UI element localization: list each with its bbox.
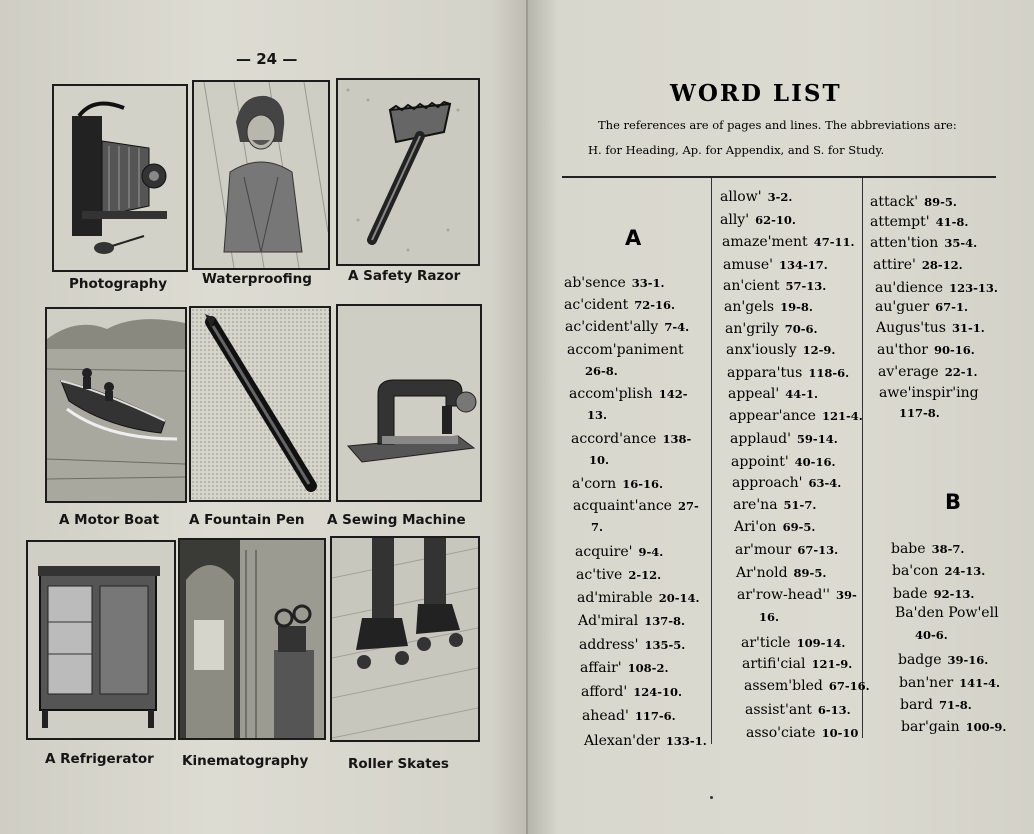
entry-word: ally' bbox=[720, 212, 750, 228]
word-entry bbox=[737, 588, 857, 602]
column-divider-1 bbox=[711, 178, 712, 744]
entry-word: badge bbox=[898, 652, 942, 668]
entry-reference: 109-14. bbox=[796, 636, 846, 650]
waterproofing-illustration bbox=[192, 80, 330, 270]
entry-word: bade bbox=[893, 586, 928, 602]
motor-boat-illustration bbox=[45, 307, 187, 503]
entry-word: au'guer bbox=[875, 299, 930, 315]
entry-word: Alexan'der bbox=[584, 733, 660, 749]
raincoat-man-icon bbox=[194, 82, 328, 268]
entry-reference: 9-4. bbox=[638, 545, 664, 559]
entry-word: anx'iously bbox=[726, 342, 797, 358]
entry-word: ar'row-head'' bbox=[737, 587, 831, 603]
word-entry bbox=[733, 498, 816, 512]
word-entry bbox=[899, 676, 1000, 690]
word-entry bbox=[891, 542, 964, 556]
folding-camera-icon bbox=[54, 86, 186, 270]
word-entry bbox=[564, 276, 665, 290]
entry-word: ac'cident bbox=[564, 297, 629, 313]
caption-waterproofing: Waterproofing bbox=[202, 271, 312, 287]
entry-reference-continued: 7. bbox=[591, 520, 604, 534]
entry-reference: 39- bbox=[836, 588, 857, 602]
caption-kinematography: Kinematography bbox=[182, 753, 309, 769]
entry-word: ar'mour bbox=[735, 542, 792, 558]
entry-word: attempt' bbox=[870, 214, 930, 230]
caption-photography: Photography bbox=[69, 276, 168, 292]
entry-word: accom'paniment bbox=[567, 342, 684, 358]
word-entry bbox=[584, 734, 707, 748]
word-entry bbox=[731, 455, 835, 469]
entry-word: Ba'den Pow'ell bbox=[895, 605, 999, 621]
entry-word: ab'sence bbox=[564, 275, 626, 291]
caption-roller-skates: Roller Skates bbox=[348, 756, 449, 772]
word-entry bbox=[893, 587, 974, 601]
entry-word: bar'gain bbox=[901, 719, 960, 735]
entry-word: attire' bbox=[873, 257, 916, 273]
entry-reference: 10-10 bbox=[821, 726, 859, 740]
entry-reference: 16-16. bbox=[622, 477, 663, 491]
entry-word: amaze'ment bbox=[722, 234, 808, 250]
word-entry bbox=[569, 387, 687, 401]
entry-word: ac'tive bbox=[576, 567, 623, 583]
entry-word: au'dience bbox=[875, 280, 944, 296]
page-number: — 24 — bbox=[236, 50, 298, 68]
word-entry bbox=[579, 638, 685, 652]
caption-sewing-machine: A Sewing Machine bbox=[327, 512, 466, 528]
word-entry bbox=[876, 321, 985, 335]
word-entry bbox=[725, 322, 818, 336]
entry-reference: 40-16. bbox=[794, 455, 836, 469]
entry-word: bard bbox=[900, 697, 933, 713]
entry-word: acquire' bbox=[575, 544, 633, 560]
word-entry bbox=[745, 703, 851, 717]
entry-reference: 92-13. bbox=[933, 587, 975, 601]
entry-word: approach' bbox=[732, 475, 803, 491]
entry-reference: 31-1. bbox=[951, 321, 985, 335]
entry-reference: 70-6. bbox=[784, 322, 818, 336]
entry-word: affair' bbox=[580, 660, 622, 676]
entry-word: amuse' bbox=[723, 257, 773, 273]
word-entry bbox=[734, 520, 815, 534]
word-entry bbox=[741, 636, 845, 650]
word-entry bbox=[875, 300, 968, 314]
motor-boat-icon bbox=[47, 309, 185, 501]
entry-reference: 3-2. bbox=[767, 190, 793, 204]
entry-reference-continued: 16. bbox=[759, 610, 780, 624]
entry-word: ac'cident'ally bbox=[565, 319, 659, 335]
entry-reference: 124-10. bbox=[633, 685, 683, 699]
word-entry bbox=[870, 236, 977, 250]
refrigerator-illustration bbox=[26, 540, 176, 740]
entry-reference: 121-4. bbox=[821, 409, 863, 423]
fountain-pen-icon bbox=[191, 308, 329, 500]
entry-reference: 47-11. bbox=[813, 235, 855, 249]
intro-line-1: The references are of pages and lines. The abbreviations are: bbox=[598, 118, 957, 132]
word-entry bbox=[723, 258, 828, 272]
roller-skates-icon bbox=[332, 538, 478, 740]
entry-reference-continued: 40-6. bbox=[915, 628, 948, 642]
entry-word: a'corn bbox=[572, 476, 617, 492]
entry-word: are'na bbox=[733, 497, 778, 513]
entry-word: accom'plish bbox=[569, 386, 653, 402]
word-entry bbox=[575, 545, 663, 559]
word-entry bbox=[892, 564, 985, 578]
header-rule bbox=[562, 176, 996, 178]
entry-word: accord'ance bbox=[571, 431, 657, 447]
word-entry bbox=[580, 661, 668, 675]
caption-fountain-pen: A Fountain Pen bbox=[189, 512, 305, 528]
entry-reference: 57-13. bbox=[785, 279, 827, 293]
word-entry bbox=[571, 432, 691, 446]
entry-reference: 67-16. bbox=[828, 679, 870, 693]
entry-reference: 62-10. bbox=[755, 213, 796, 227]
entry-reference: 63-4. bbox=[808, 476, 842, 490]
entry-reference: 108-2. bbox=[627, 661, 669, 675]
entry-reference: 71-8. bbox=[938, 698, 972, 712]
sewing-machine-illustration bbox=[336, 304, 482, 502]
word-entry bbox=[879, 386, 979, 400]
entry-word: ba'con bbox=[892, 563, 939, 579]
word-entry bbox=[878, 365, 977, 379]
entry-reference: 141-4. bbox=[959, 676, 1000, 690]
entry-reference: 41-8. bbox=[935, 215, 969, 229]
entry-reference: 12-9. bbox=[802, 343, 836, 357]
safety-razor-icon bbox=[338, 80, 478, 264]
word-entry bbox=[728, 387, 818, 401]
entry-reference-continued: 13. bbox=[587, 408, 608, 422]
entry-reference: 6-13. bbox=[817, 703, 851, 717]
word-entry bbox=[720, 190, 792, 204]
entry-reference: 90-16. bbox=[933, 343, 975, 357]
entry-reference: 89-5. bbox=[924, 195, 957, 209]
word-entry bbox=[730, 432, 838, 446]
entry-reference: 123-13. bbox=[949, 281, 998, 295]
word-entry bbox=[726, 343, 835, 357]
entry-word: address' bbox=[579, 637, 639, 653]
entry-reference: 135-5. bbox=[644, 638, 686, 652]
word-entry bbox=[724, 300, 813, 314]
entry-word: appear'ance bbox=[729, 408, 816, 424]
entry-reference: 24-13. bbox=[944, 564, 986, 578]
column-divider-2 bbox=[862, 178, 863, 738]
word-entry bbox=[565, 320, 689, 334]
word-entry bbox=[877, 343, 975, 357]
fountain-pen-illustration bbox=[189, 306, 331, 502]
entry-word: attack' bbox=[870, 194, 919, 210]
entry-word: Ari'on bbox=[734, 519, 777, 535]
entry-word: atten'tion bbox=[870, 235, 939, 251]
word-entry bbox=[732, 476, 841, 490]
entry-word: awe'inspir'ing bbox=[879, 385, 979, 401]
entry-word: appeal' bbox=[728, 386, 780, 402]
entry-reference-continued: 10. bbox=[589, 453, 610, 467]
entry-reference: 20-14. bbox=[658, 591, 700, 605]
entry-reference: 51-7. bbox=[783, 498, 817, 512]
entry-reference: 35-4. bbox=[944, 236, 978, 250]
word-entry bbox=[727, 366, 849, 380]
entry-word: Ad'miral bbox=[578, 613, 639, 629]
word-entry bbox=[581, 685, 682, 699]
word-entry bbox=[572, 477, 663, 491]
entry-word: asso'ciate bbox=[746, 725, 816, 741]
entry-word: ban'ner bbox=[899, 675, 954, 691]
caption-safety-razor: A Safety Razor bbox=[348, 268, 461, 284]
entry-word: an'cient bbox=[723, 278, 780, 294]
kinematography-illustration bbox=[178, 538, 326, 740]
entry-word: babe bbox=[891, 541, 926, 557]
intro-line-2: H. for Heading, Ap. for Appendix, and S. for Study. bbox=[588, 143, 885, 157]
entry-reference: 137-8. bbox=[644, 614, 685, 628]
entry-reference: 67-13. bbox=[797, 543, 839, 557]
entry-reference: 118-6. bbox=[808, 366, 850, 380]
caption-motor-boat: A Motor Boat bbox=[59, 512, 160, 528]
word-entry bbox=[870, 195, 957, 209]
word-entry bbox=[720, 213, 796, 227]
entry-reference: 38-7. bbox=[931, 542, 965, 556]
entry-reference: 27- bbox=[677, 499, 699, 513]
entry-word: ar'ticle bbox=[741, 635, 791, 651]
entry-word: appoint' bbox=[731, 454, 789, 470]
entry-reference: 142- bbox=[658, 387, 688, 401]
word-entry bbox=[577, 591, 699, 605]
entry-reference: 7-4. bbox=[664, 320, 690, 334]
entry-word: assist'ant bbox=[745, 702, 812, 718]
word-entry bbox=[742, 657, 852, 671]
entry-reference: 100-9. bbox=[965, 720, 1007, 734]
word-entry bbox=[582, 709, 676, 723]
word-entry bbox=[722, 235, 854, 249]
entry-word: ad'mirable bbox=[577, 590, 653, 606]
entry-word: ahead' bbox=[582, 708, 629, 724]
entry-reference: 134-17. bbox=[778, 258, 828, 272]
entry-word: acquaint'ance bbox=[573, 498, 672, 514]
entry-reference: 67-1. bbox=[935, 300, 968, 314]
roller-skates-illustration bbox=[330, 536, 480, 742]
refrigerator-icon bbox=[28, 542, 174, 738]
entry-reference: 69-5. bbox=[782, 520, 816, 534]
word-list-title: WORD LIST bbox=[670, 80, 842, 107]
entry-reference-continued: 117-8. bbox=[899, 406, 940, 420]
sewing-machine-icon bbox=[338, 306, 480, 500]
entry-word: appara'tus bbox=[727, 365, 803, 381]
word-entry bbox=[870, 215, 968, 229]
entry-reference: 2-12. bbox=[628, 568, 662, 582]
entry-reference: 138- bbox=[662, 432, 692, 446]
word-entry bbox=[564, 298, 675, 312]
word-entry bbox=[900, 698, 972, 712]
entry-reference: 28-12. bbox=[921, 258, 963, 272]
entry-reference: 133-1. bbox=[665, 734, 707, 748]
word-entry bbox=[873, 258, 963, 272]
entry-reference: 117-6. bbox=[634, 709, 676, 723]
entry-reference: 39-16. bbox=[947, 653, 989, 667]
entry-word: assem'bled bbox=[744, 678, 823, 694]
word-entry bbox=[746, 726, 858, 740]
word-entry bbox=[723, 279, 826, 293]
entry-reference-continued: 26-8. bbox=[585, 364, 618, 378]
word-entry bbox=[573, 499, 699, 513]
entry-word: Augus'tus bbox=[876, 320, 946, 336]
entry-word: an'grily bbox=[725, 321, 779, 337]
word-entry bbox=[576, 568, 661, 582]
entry-reference: 89-5. bbox=[793, 566, 827, 580]
section-heading-a: A bbox=[625, 226, 642, 250]
entry-reference: 19-8. bbox=[780, 300, 813, 314]
cinema-projector-icon bbox=[180, 540, 324, 738]
section-heading-b: B bbox=[945, 490, 962, 514]
entry-word: artifi'cial bbox=[742, 656, 806, 672]
word-entry bbox=[729, 409, 863, 423]
word-entry bbox=[744, 679, 870, 693]
entry-word: applaud' bbox=[730, 431, 791, 447]
word-entry bbox=[875, 281, 998, 295]
word-entry bbox=[901, 720, 1006, 734]
entry-reference: 33-1. bbox=[631, 276, 665, 290]
entry-word: Ar'nold bbox=[736, 565, 788, 581]
entry-reference: 72-16. bbox=[634, 298, 676, 312]
entry-word: an'gels bbox=[724, 299, 775, 315]
word-entry bbox=[895, 606, 999, 620]
entry-reference: 121-9. bbox=[811, 657, 853, 671]
word-entry bbox=[898, 653, 988, 667]
word-entry bbox=[735, 543, 838, 557]
entry-word: av'erage bbox=[878, 364, 939, 380]
entry-reference: 59-14. bbox=[796, 432, 838, 446]
entry-word: au'thor bbox=[877, 342, 928, 358]
word-entry bbox=[578, 614, 685, 628]
caption-refrigerator: A Refrigerator bbox=[45, 751, 154, 767]
entry-word: afford' bbox=[581, 684, 628, 700]
entry-reference: 44-1. bbox=[785, 387, 819, 401]
entry-word: allow' bbox=[720, 189, 762, 205]
page-mark bbox=[710, 796, 713, 799]
safety-razor-illustration bbox=[336, 78, 480, 266]
photography-illustration bbox=[52, 84, 188, 272]
word-entry bbox=[736, 566, 826, 580]
entry-reference: 22-1. bbox=[944, 365, 978, 379]
word-entry bbox=[567, 343, 684, 357]
